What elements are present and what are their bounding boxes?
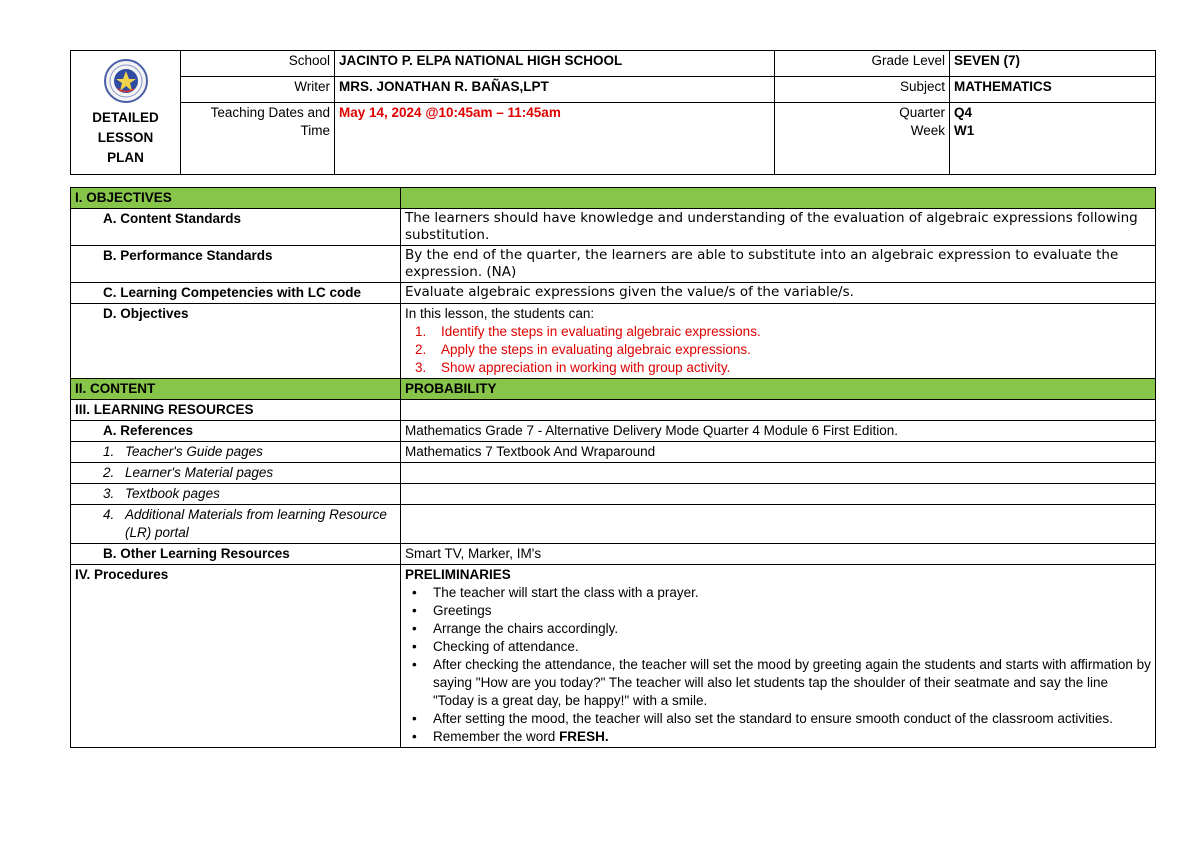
list-item: • Greetings [405, 602, 1151, 620]
list-item: 3. Show appreciation in working with group activity. [415, 360, 731, 375]
lm-row [71, 463, 1156, 484]
tg-value: Mathematics 7 Textbook And Wraparound [401, 442, 1156, 463]
grade-label: Grade Level [775, 51, 950, 77]
objectives-list [405, 323, 1151, 377]
quarter-label: Quarter [899, 105, 945, 120]
objectives-intro: In this lesson, the students can: [405, 306, 595, 321]
content-heading: II. CONTENT [71, 379, 401, 400]
list-item: • Arrange the chairs accordingly. [405, 620, 1151, 638]
dates-label: Teaching Dates and Time [181, 103, 335, 175]
preliminaries-heading: PRELIMINARIES [405, 567, 511, 582]
resources-heading: III. LEARNING RESOURCES [71, 400, 401, 421]
dlp-title-line-2: LESSON [97, 129, 154, 145]
competencies-row [71, 283, 1156, 304]
objectives-row [71, 304, 1156, 379]
quarter-value: Q4 [954, 105, 973, 120]
week-value: W1 [954, 123, 975, 138]
dlp-title-line-3: PLAN [107, 149, 144, 165]
resources-heading-row [71, 400, 1156, 421]
objectives-label: D. Objectives [71, 304, 401, 379]
list-item: • Checking of attendance. [405, 638, 1151, 656]
content-heading-row [71, 379, 1156, 400]
procedures-row [71, 565, 1156, 748]
quarter-week-values [950, 103, 1156, 175]
tb-row [71, 484, 1156, 505]
procedures-list [405, 584, 1151, 746]
logo-cell [71, 51, 181, 175]
list-item: 1. Identify the steps in evaluating algebraic expressions. [415, 324, 761, 339]
content-standards-label: A. Content Standards [71, 209, 401, 246]
school-value: JACINTO P. ELPA NATIONAL HIGH SCHOOL [335, 51, 775, 77]
list-item: • The teacher will start the class with a prayer. [405, 584, 1151, 602]
objectives-heading: I. OBJECTIVES [71, 188, 401, 209]
competencies-label: C. Learning Competencies with LC code [71, 283, 401, 304]
other-resources-label: B. Other Learning Resources [71, 544, 401, 565]
content-standards-value: The learners should have knowledge and understanding of the evaluation of algebraic expressions following substitution. [401, 209, 1156, 246]
school-label: School [181, 51, 335, 77]
subject-value: MATHEMATICS [950, 77, 1156, 103]
week-label: Week [910, 123, 945, 138]
performance-standards-value: By the end of the quarter, the learners are able to substitute into an algebraic expression to evaluate the expression. (NA) [401, 246, 1156, 283]
dlp-title [73, 108, 178, 168]
references-label: A. References [71, 421, 401, 442]
objectives-heading-blank [401, 188, 1156, 209]
list-item: • After checking the attendance, the teacher will set the mood by greeting again the students and starts with affirmation by saying "How are you today?" The teacher will also let students tap the shoulder of their seatmate and say the line "Today is a great day, be happy!" with a smile. [405, 656, 1151, 710]
tg-label: 1. Teacher's Guide pages [71, 442, 401, 463]
subject-label: Subject [775, 77, 950, 103]
tg-row [71, 442, 1156, 463]
other-resources-value: Smart TV, Marker, IM's [401, 544, 1156, 565]
dates-value: May 14, 2024 @10:45am – 11:45am [335, 103, 775, 175]
grade-value: SEVEN (7) [950, 51, 1156, 77]
lesson-plan-page [70, 50, 1155, 748]
quarter-week-labels [775, 103, 950, 175]
deped-seal-icon [103, 58, 149, 104]
objectives-value [401, 304, 1156, 379]
references-value: Mathematics Grade 7 - Alternative Delivery Mode Quarter 4 Module 6 First Edition. [401, 421, 1156, 442]
performance-standards-row [71, 246, 1156, 283]
references-row [71, 421, 1156, 442]
list-item: • After setting the mood, the teacher will also set the standard to ensure smooth conduct of the classroom activities. [405, 710, 1151, 728]
writer-label: Writer [181, 77, 335, 103]
competencies-value: Evaluate algebraic expressions given the value/s of the variable/s. [401, 283, 1156, 304]
lr-row [71, 505, 1156, 544]
list-item: 2. Apply the steps in evaluating algebraic expressions. [415, 342, 751, 357]
lesson-table [70, 187, 1156, 748]
lm-label: 2. Learner's Material pages [71, 463, 401, 484]
dlp-title-line-1: DETAILED [92, 109, 159, 125]
tb-label: 3. Textbook pages [71, 484, 401, 505]
list-item: • Remember the word FRESH. [405, 728, 1151, 746]
lr-label: 4. Additional Materials from learning Resource (LR) portal [71, 505, 401, 544]
writer-value: MRS. JONATHAN R. BAÑAS,LPT [335, 77, 775, 103]
header-table [70, 50, 1156, 175]
content-standards-row [71, 209, 1156, 246]
procedures-heading: IV. Procedures [71, 565, 401, 748]
objectives-heading-row [71, 188, 1156, 209]
performance-standards-label: B. Performance Standards [71, 246, 401, 283]
procedures-value [401, 565, 1156, 748]
other-resources-row [71, 544, 1156, 565]
content-value: PROBABILITY [401, 379, 1156, 400]
